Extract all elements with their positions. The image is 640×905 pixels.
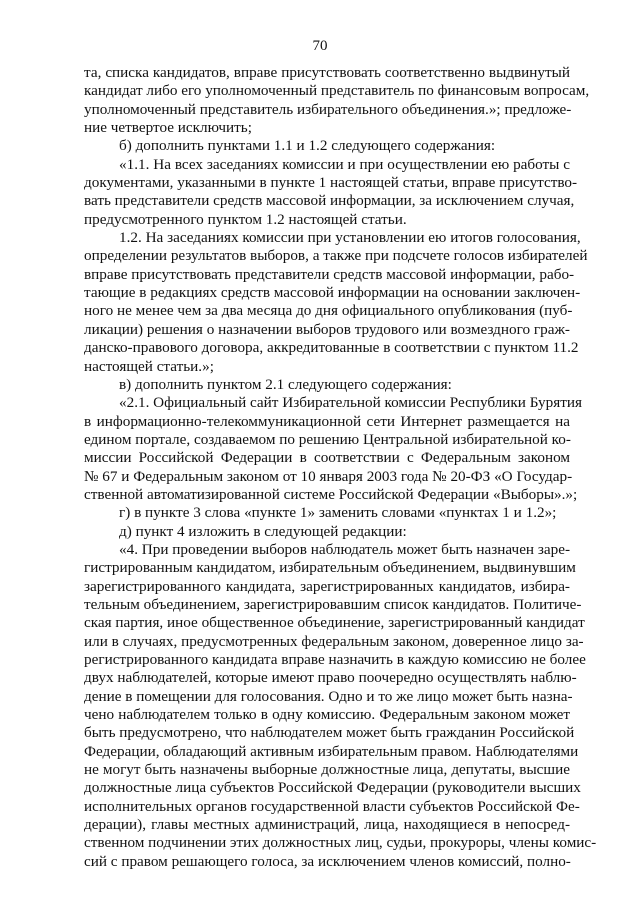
text-line: «1.1. На всех заседаниях комиссии и при осуществлении ею работы с — [119, 155, 570, 173]
text-line: уполномоченный представитель избирательного объединения.»; предложе- — [84, 100, 572, 118]
text-line: ская партия, иное общественное объединение, зарегистрированный кандидат — [84, 614, 585, 632]
text-line: ние четвертое исключить; — [84, 119, 252, 137]
text-line: тельным объединением, зарегистрировавшим список кандидатов. Политиче- — [84, 595, 582, 613]
text-line: ственном подчинении этих должностных лиц, судьи, прокуроры, члены комис- — [84, 834, 597, 852]
text-line: едином портале, создаваемом по решению Центральной избирательной ко- — [84, 430, 571, 448]
text-line: или в случаях, предусмотренных федеральным законом, доверенное лицо за- — [84, 632, 584, 650]
text-line: тающие в редакциях средств массовой информации на основании заключен- — [84, 284, 581, 302]
text-line: г) в пункте 3 слова «пункте 1» заменить словами «пунктах 1 и 1.2»; — [119, 504, 557, 522]
text-line: определении результатов выборов, а также при подсчете голосов избирателей — [84, 247, 588, 265]
page-number: 70 — [312, 38, 328, 54]
text-line: данско-правового договора, аккредитованные в соответствии с пунктом 11.2 — [84, 339, 579, 357]
text-line: настоящей статьи.»; — [84, 357, 214, 375]
text-line: предусмотренного пунктом 1.2 настоящей статьи. — [84, 210, 407, 228]
text-line: в информационно-телекоммуникационной сети Интернет размещается на — [84, 412, 570, 430]
text-line: исполнительных органов государственной власти субъектов Российской Фе- — [84, 797, 580, 815]
text-line: в) дополнить пунктом 2.1 следующего содержания: — [119, 375, 452, 393]
text-line: кандидат либо его уполномоченный представитель по финансовым вопросам, — [84, 82, 590, 100]
text-line: «2.1. Официальный сайт Избирательной комиссии Республики Бурятия — [119, 394, 582, 412]
text-line: б) дополнить пунктами 1.1 и 1.2 следующего содержания: — [119, 137, 496, 155]
text-line: зарегистрированного кандидата, зарегистрированных кандидатов, избира- — [84, 577, 570, 595]
text-line: «4. При проведении выборов наблюдатель может быть назначен заре- — [119, 540, 570, 558]
text-line: сий с правом решающего голоса, за исключением членов комиссий, полно- — [84, 852, 571, 870]
text-line: не могут быть назначены выборные должностные лица, депутаты, высшие — [84, 761, 570, 779]
text-line: вправе присутствовать представители средств массовой информации, рабо- — [84, 265, 575, 283]
text-line: документами, указанными в пункте 1 настоящей статьи, вправе присутство- — [84, 174, 578, 192]
document-body — [84, 64, 597, 871]
text-line: ственной автоматизированной системе Российской Федерации «Выборы».»; — [84, 485, 578, 503]
text-line: должностные лица субъектов Российской Федерации (руководители высших — [84, 779, 581, 797]
text-line: двух наблюдателей, которые имеют право поочередно осуществлять наблю- — [84, 669, 577, 687]
text-line: быть предусмотрено, что наблюдателем может быть гражданин Российской — [84, 724, 575, 742]
text-line: дерации), главы местных администраций, лица, находящиеся в непосред- — [84, 816, 570, 834]
text-line: № 67 и Федеральным законом от 10 января 2003 года № 20-ФЗ «О Государ- — [84, 467, 573, 485]
text-line: миссии Российской Федерации в соответствии с Федеральным законом — [84, 449, 570, 467]
text-line: Федерации, обладающий активным избирательным правом. Наблюдателями — [84, 742, 579, 760]
text-line: регистрированного кандидата вправе назначить в каждую комиссию не более — [84, 651, 586, 668]
text-line: ликации) решения о назначении выборов трудового или возмездного граж- — [84, 320, 570, 338]
text-line: чено наблюдателем только в одну комиссию. Федеральным законом может — [84, 706, 570, 724]
text-line: гистрированным кандидатом, избирательным объединением, выдвинувшим — [84, 559, 576, 577]
text-line: ного не менее чем за два месяца до дня официального опубликования (пуб- — [84, 302, 573, 320]
text-line: дение в помещении для голосования. Одно и то же лицо может быть назна- — [84, 687, 573, 705]
text-line: вать представители средств массовой информации, за исключением случая, — [84, 192, 575, 210]
text-line: д) пункт 4 изложить в следующей редакции: — [119, 522, 407, 540]
text-line: 1.2. На заседаниях комиссии при установлении ею итогов голосования, — [119, 229, 581, 247]
text-line: та, списка кандидатов, вправе присутствовать соответственно выдвинутый — [84, 64, 570, 81]
